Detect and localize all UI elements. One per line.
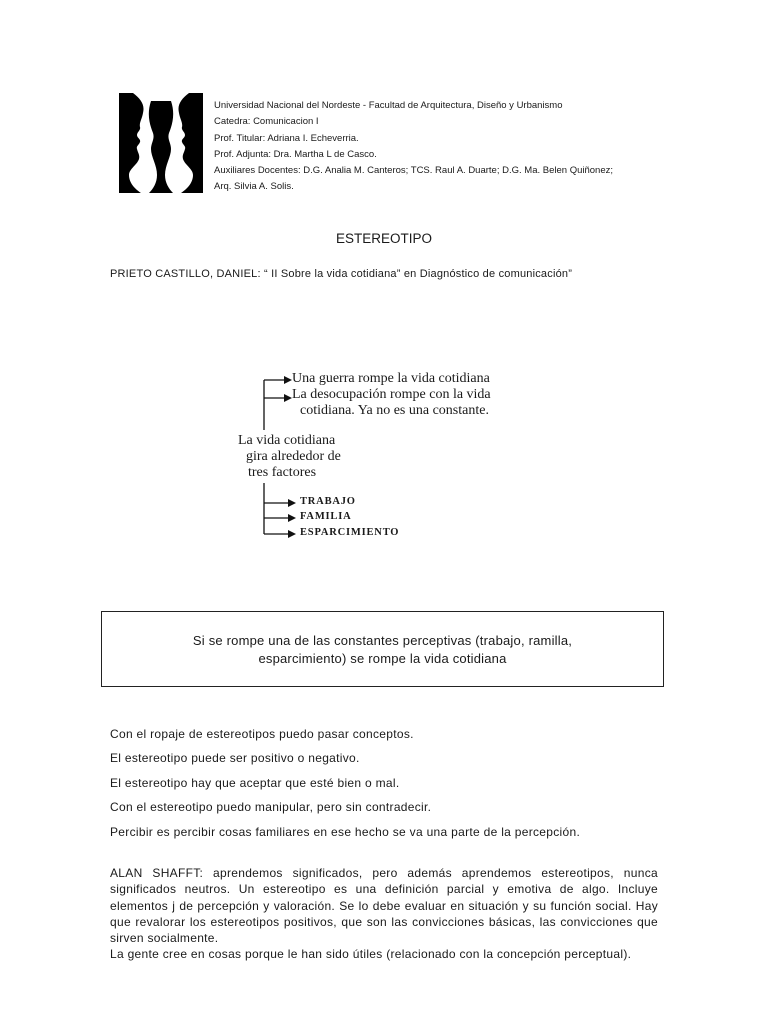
citation: PRIETO CASTILLO, DANIEL: “ II Sobre la vida cotidiana” en Diagnóstico de comunicación” bbox=[110, 268, 573, 280]
header-text bbox=[214, 98, 613, 196]
arrow-head-icon bbox=[288, 499, 296, 507]
header-line-prof-titular: Prof. Titular: Adriana I. Echeverria. bbox=[214, 132, 359, 144]
statement-item: El estereotipo puede ser positivo o negativo. bbox=[110, 751, 360, 766]
statement-item: Percibir es percibir cosas familiares en ese hecho se va una parte de la percepción. bbox=[110, 824, 581, 839]
top-item-2: La desocupación rompe con la vida bbox=[292, 387, 491, 402]
header-line-auxiliares-cont: Arq. Silvia A. Solis. bbox=[214, 181, 294, 193]
statement-item: Con el ropaje de estereotipos puedo pasar conceptos. bbox=[110, 727, 414, 741]
vida-cotidiana-diagram bbox=[236, 366, 536, 546]
factor-esparcimiento: ESPARCIMIENTO bbox=[300, 527, 400, 538]
center-line-3: tres factores bbox=[248, 465, 317, 480]
shafft-paragraph bbox=[110, 865, 658, 963]
top-item-2-cont: cotidiana. Ya no es una constante. bbox=[300, 403, 489, 418]
highlight-box bbox=[101, 611, 664, 687]
faces-vase-icon bbox=[115, 93, 207, 193]
page-title: ESTEREOTIPO bbox=[335, 231, 433, 246]
paragraph-conclusion: La gente cree en cosas porque le han sido útiles (relacionado con la concepción perceptual). bbox=[110, 947, 632, 962]
center-line-1: La vida cotidiana bbox=[238, 433, 336, 448]
university-header bbox=[115, 93, 655, 193]
statements-list bbox=[110, 726, 580, 848]
factor-trabajo: TRABAJO bbox=[300, 496, 356, 507]
highlight-line-1: Si se rompe una de las constantes perceptivas (trabajo, ramilla, bbox=[192, 633, 573, 648]
arrow-head-icon bbox=[284, 376, 292, 384]
center-line-2: gira alrededor de bbox=[246, 449, 341, 464]
arrow-head-icon bbox=[288, 514, 296, 522]
arrow-head-icon bbox=[284, 394, 292, 402]
header-line-prof-adjunta: Prof. Adjunta: Dra. Martha L de Casco. bbox=[214, 148, 377, 160]
statement-item: Con el estereotipo puedo manipular, pero sin contradecir. bbox=[110, 800, 432, 815]
paragraph-body: ALAN SHAFFT: aprendemos significados, pero además aprendemos estereotipos, nunca significados neutros. Un estereotipo es una definición parcial y emotiva de algo. Incluye elementos j de percepción y valoración. Se lo debe evaluar en situación y su función social. Hay que revalorar los estereotipos positivos, que son las convicciones básicas, las convicciones que sirven socialmente. bbox=[110, 866, 658, 946]
factor-familia: FAMILIA bbox=[300, 511, 352, 522]
highlight-line-2: esparcimiento) se rompe la vida cotidiana bbox=[258, 651, 507, 666]
header-line-catedra: Catedra: Comunicacion I bbox=[214, 116, 319, 128]
statement-item: El estereotipo hay que aceptar que esté bien o mal. bbox=[110, 775, 400, 790]
arrow-head-icon bbox=[288, 530, 296, 538]
header-line-university: Universidad Nacional del Nordeste - Facultad de Arquitectura, Diseño y Urbanismo bbox=[214, 100, 563, 111]
top-item-1: Una guerra rompe la vida cotidiana bbox=[292, 371, 490, 386]
header-line-auxiliares: Auxiliares Docentes: D.G. Analia M. Canteros; TCS. Raul A. Duarte; D.G. Ma. Belen Quiñonez; bbox=[214, 165, 613, 177]
